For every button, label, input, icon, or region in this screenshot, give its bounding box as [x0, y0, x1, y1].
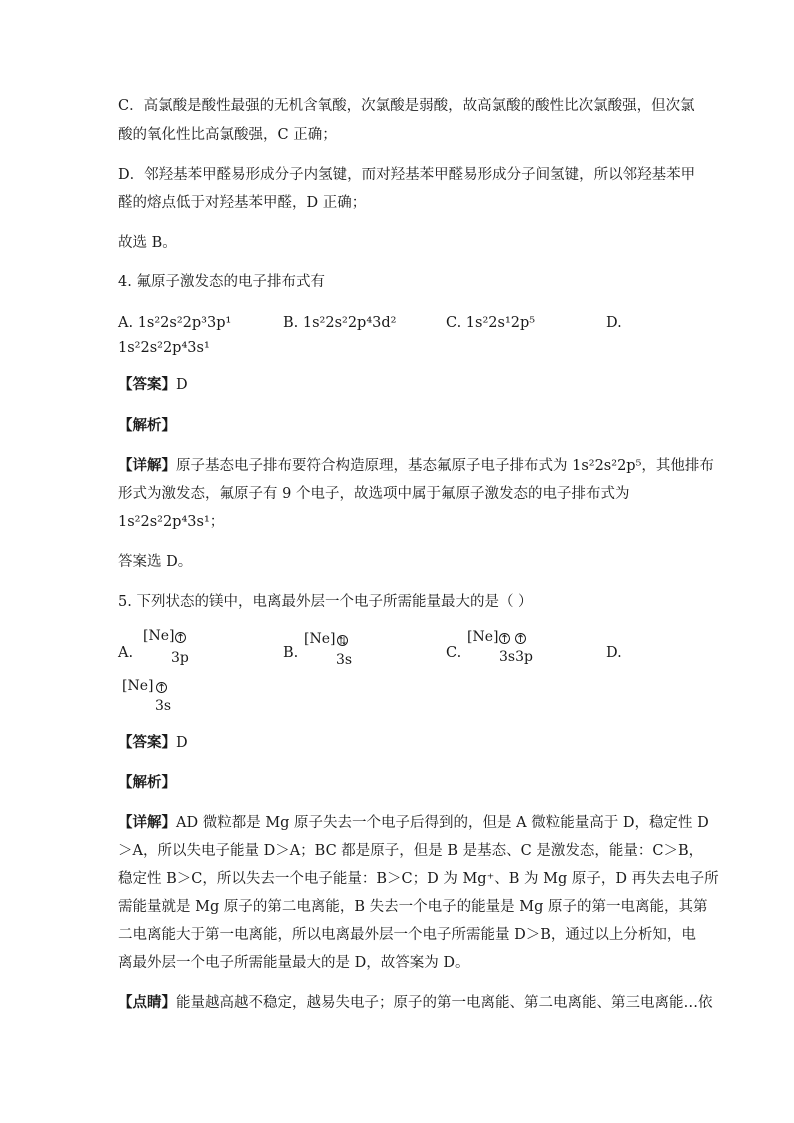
q5-option-c-config — [467, 629, 539, 669]
q5-detail-line5: 二电离能大于第一电离能，所以电离最外层一个电子所需能量 D＞B，通过以上分析知，电 — [118, 927, 696, 943]
up-spin-orbital-icon — [175, 632, 186, 643]
answer-tag: 【答案】 — [118, 376, 176, 393]
q5-option-d-label: D. — [606, 645, 622, 661]
q4-option-a: A. 1s²2s²2p³3p¹ — [118, 315, 232, 331]
orbital-label: 3p — [171, 650, 189, 666]
q5-option-b-label: B. — [283, 645, 299, 661]
up-spin-orbital-icon — [515, 633, 526, 644]
q5-tip-line1 — [118, 993, 713, 1013]
q3-option-d-line2: 醛的熔点低于对羟基苯甲醛，D 正确； — [118, 195, 367, 211]
ne-core: [Ne] — [143, 628, 175, 644]
answer-value: D — [176, 377, 188, 393]
orbital-label: 3s — [336, 652, 353, 668]
analysis-tag: 【解析】 — [118, 417, 176, 434]
q5-option-a-label: A. — [118, 645, 134, 661]
q4-detail-line2: 形式为激发态，氟原子有 9 个电子，故选项中属于氟原子激发态的电子排布式为 — [118, 486, 630, 502]
q5-stem: 5. 下列状态的镁中，电离最外层一个电子所需能量最大的是（ ） — [118, 594, 533, 610]
ne-core: [Ne] — [122, 678, 154, 694]
q4-detail-text1: 原子基态电子排布要符合构造原理，基态氟原子电子排布式为 1s²2s²2p⁵，其他排布 — [176, 458, 714, 474]
q4-option-d-value: 1s²2s²2p⁴3s¹ — [118, 340, 210, 356]
orbital-label: 3s3p — [499, 649, 533, 665]
q5-answer — [118, 733, 188, 753]
tip-tag: 【点睛】 — [118, 994, 176, 1011]
q5-detail-line4: 需能量就是 Mg 原子的第二电离能，B 失去一个电子的能量是 Mg 原子的第一电离能，其第 — [118, 899, 708, 915]
q3-option-c-line2: 酸的氧化性比高氯酸强，C 正确； — [118, 127, 337, 143]
paired-spin-orbital-icon — [337, 635, 348, 646]
q5-option-a-config — [141, 628, 191, 668]
q4-option-d-label: D. — [606, 315, 622, 331]
analysis-tag: 【解析】 — [118, 774, 176, 791]
q5-detail-line1 — [118, 813, 709, 833]
q4-detail-line3: 1s²2s²2p⁴3s¹； — [118, 514, 225, 530]
q5-detail-line3: 稳定性 B＞C，所以失去一个电子能量：B＞C；D 为 Mg⁺、B 为 Mg 原子，D 再失去电子所 — [118, 871, 719, 887]
q4-answer — [118, 375, 188, 395]
q4-option-c: C. 1s²2s¹2p⁵ — [446, 315, 536, 331]
q3-option-c-line1: C．高氯酸是酸性最强的无机含氧酸，次氯酸是弱酸，故高氯酸的酸性比次氯酸强，但次氯 — [118, 98, 695, 114]
q5-analysis-tag — [118, 773, 176, 793]
q5-tip-text1: 能量越高越不稳定，越易失电子；原子的第一电离能、第二电离能、第三电离能…依 — [176, 995, 713, 1011]
q3-option-d-line1: D．邻羟基苯甲醛易形成分子内氢键，而对羟基苯甲醛易形成分子间氢键，所以邻羟基苯甲 — [118, 167, 696, 183]
q4-stem: 4. 氟原子激发态的电子排布式有 — [118, 274, 325, 290]
q5-option-d-config — [122, 678, 177, 718]
q5-option-b-config — [304, 631, 359, 671]
orbital-label: 3s — [155, 698, 172, 714]
detail-tag: 【详解】 — [118, 814, 176, 831]
q4-detail-line1 — [118, 456, 714, 476]
q5-option-c-label: C. — [446, 645, 462, 661]
q5-detail-line6: 离最外层一个电子所需能量最大的是 D，故答案为 D。 — [118, 955, 470, 971]
q4-conclusion: 答案选 D。 — [118, 554, 193, 570]
q4-analysis-tag — [118, 416, 176, 436]
answer-tag: 【答案】 — [118, 734, 176, 751]
q4-option-b: B. 1s²2s²2p⁴3d² — [283, 315, 397, 331]
q5-detail-text1: AD 微粒都是 Mg 原子失去一个电子后得到的，但是 A 微粒能量高于 D，稳定性 D — [176, 815, 709, 831]
answer-value: D — [176, 735, 188, 751]
q3-conclusion: 故选 B。 — [118, 235, 177, 251]
detail-tag: 【详解】 — [118, 457, 176, 474]
ne-core: [Ne] — [304, 631, 336, 647]
q5-detail-line2: ＞A，所以失电子能量 D＞A；BC 都是原子，但是 B 是基态、C 是激发态，能量：C＞B， — [118, 843, 704, 859]
up-spin-orbital-icon — [499, 633, 510, 644]
up-spin-orbital-icon — [156, 682, 167, 693]
ne-core: [Ne] — [467, 629, 499, 645]
